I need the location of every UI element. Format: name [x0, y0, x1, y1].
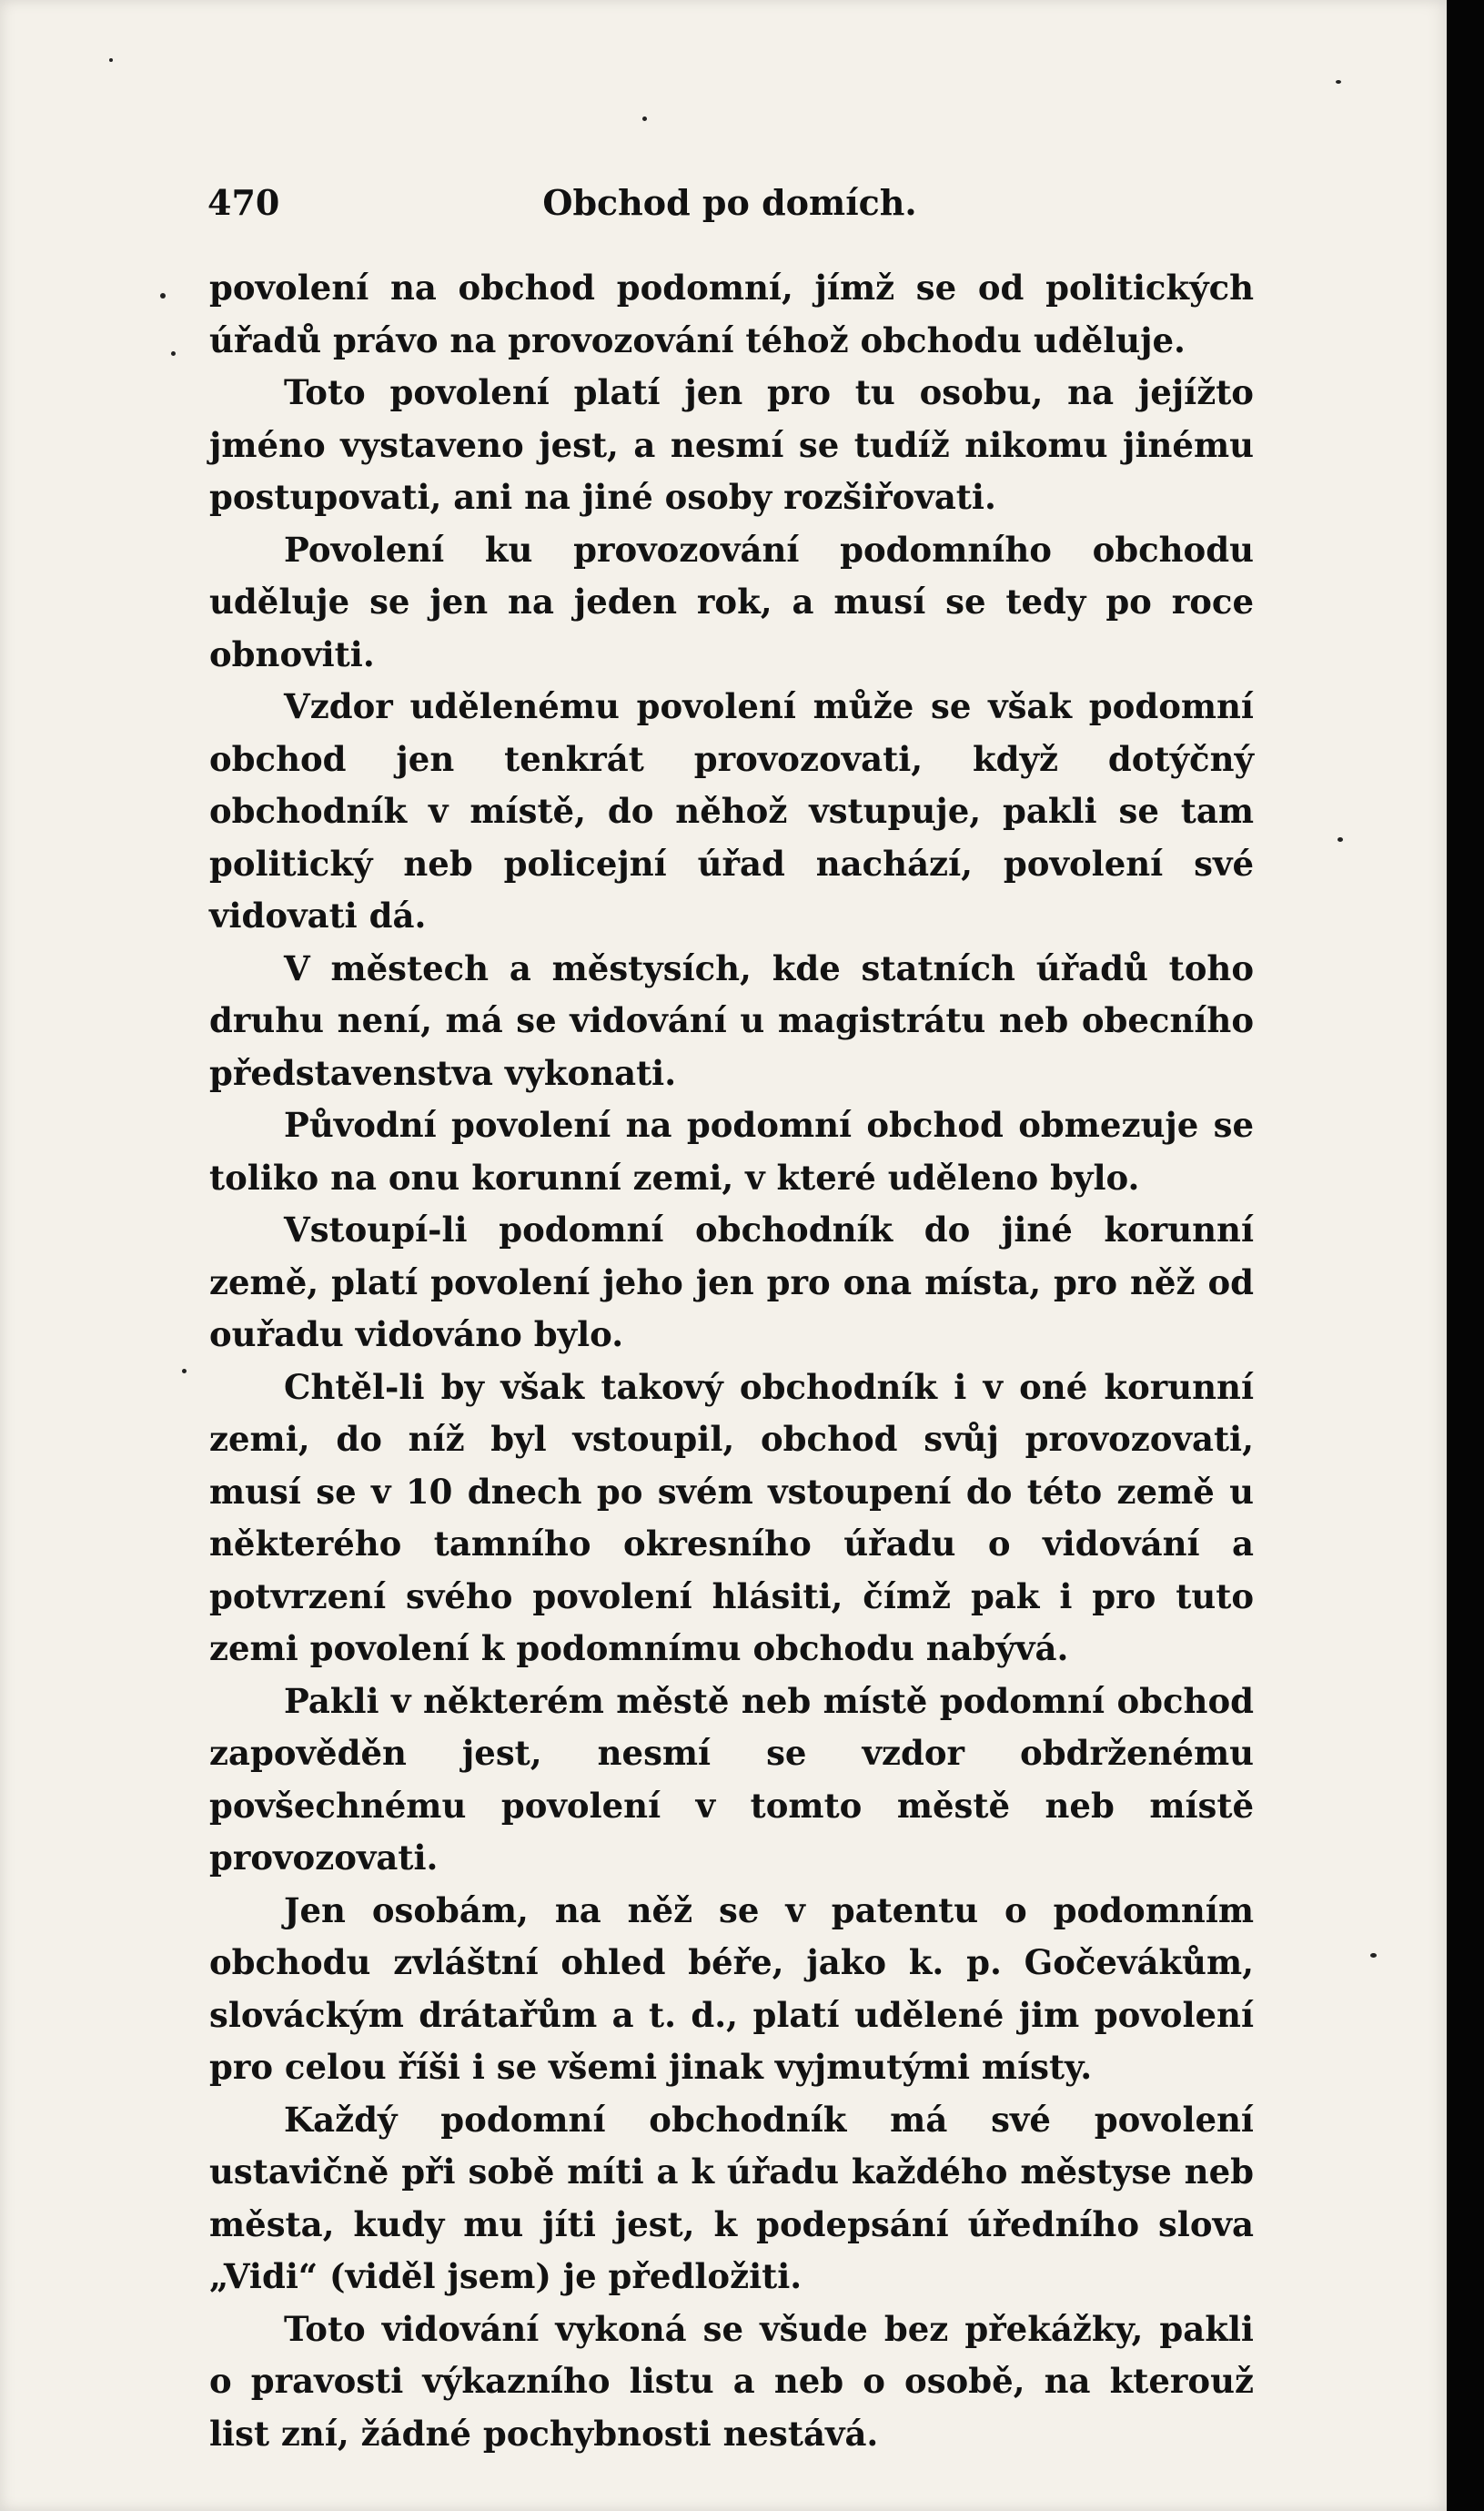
- paragraph-10: Jen osobám, na něž se v patentu o podomním obchodu zvláštní ohled béře, jako k. p. Gočevákům, slováckým drátařům a t. d., platí udělené jim povolení pro celou říši i se všemi jinak vyjmutými místy.: [209, 1889, 1254, 2087]
- scan-dark-edge: [1447, 0, 1484, 2511]
- paragraph-6: Původní povolení na podomní obchod obmezuje se toliko na onu korunní zemi, v které uděleno bylo.: [209, 1105, 1254, 1198]
- paragraph-12: Toto vidování vykoná se všude bez překážky, pakli o pravosti výkazního listu a neb o osobě, na kterouž list zní, žádné pochybnosti nestává.: [209, 2308, 1254, 2454]
- running-head: Obchod po domích.: [542, 182, 917, 223]
- page-header: [207, 182, 1252, 237]
- page-body: [209, 262, 1254, 2460]
- paragraph-11: Každý podomní obchodník má své povolení ustavičně při sobě míti a k úřadu každého městyse neb města, kudy mu jíti jest, k podepsání úředního slova „Vidi“ (viděl jsem) je předložiti.: [209, 2099, 1254, 2296]
- page-number: 470: [207, 182, 280, 223]
- paragraph-3: Povolení ku provozování podomního obchodu uděluje se jen na jeden rok, a musí se tedy po roce obnoviti.: [209, 529, 1254, 674]
- paragraph-5: V městech a městysích, kde statních úřadů toho druhu není, má se vidování u magistrátu neb obecního představenstva vykonati.: [209, 947, 1254, 1093]
- paragraph-8: Chtěl-li by však takový obchodník i v oné korunní zemi, do níž byl vstoupil, obchod svůj provozovati, musí se v 10 dnech po svém vstoupení do této země u některého tamního okresního úřadu o vidování a potvrzení svého povolení hlásiti, čímž pak i pro tuto zemi povolení k podomnímu obchodu nabývá.: [209, 1366, 1254, 1668]
- paragraph-7: Vstoupí-li podomní obchodník do jiné korunní země, platí povolení jeho jen pro ona místa, pro něž od ouřadu vidováno bylo.: [209, 1210, 1254, 1354]
- paragraph-1: povolení na obchod podomní, jímž se od politických úřadů právo na provozování téhož obchodu uděluje.: [209, 268, 1254, 360]
- paragraph-4: Vzdor udělenému povolení může se však podomní obchod jen tenkrát provozovati, když dotýčný obchodník v místě, do něhož vstupuje, pakli se tam politický neb policejní úřad nachází, povolení své vidovati dá.: [209, 686, 1254, 936]
- paragraph-9: Pakli v některém městě neb místě podomní obchod zapověděn jest, nesmí se vzdor obdrženému povšechnému povolení v tomto městě neb místě provozovati.: [209, 1680, 1254, 1878]
- paragraph-2: Toto povolení platí jen pro tu osobu, na jejížto jméno vystaveno jest, a nesmí se tudíž nikomu jinému postupovati, ani na jiné osoby rozšiřovati.: [209, 372, 1254, 517]
